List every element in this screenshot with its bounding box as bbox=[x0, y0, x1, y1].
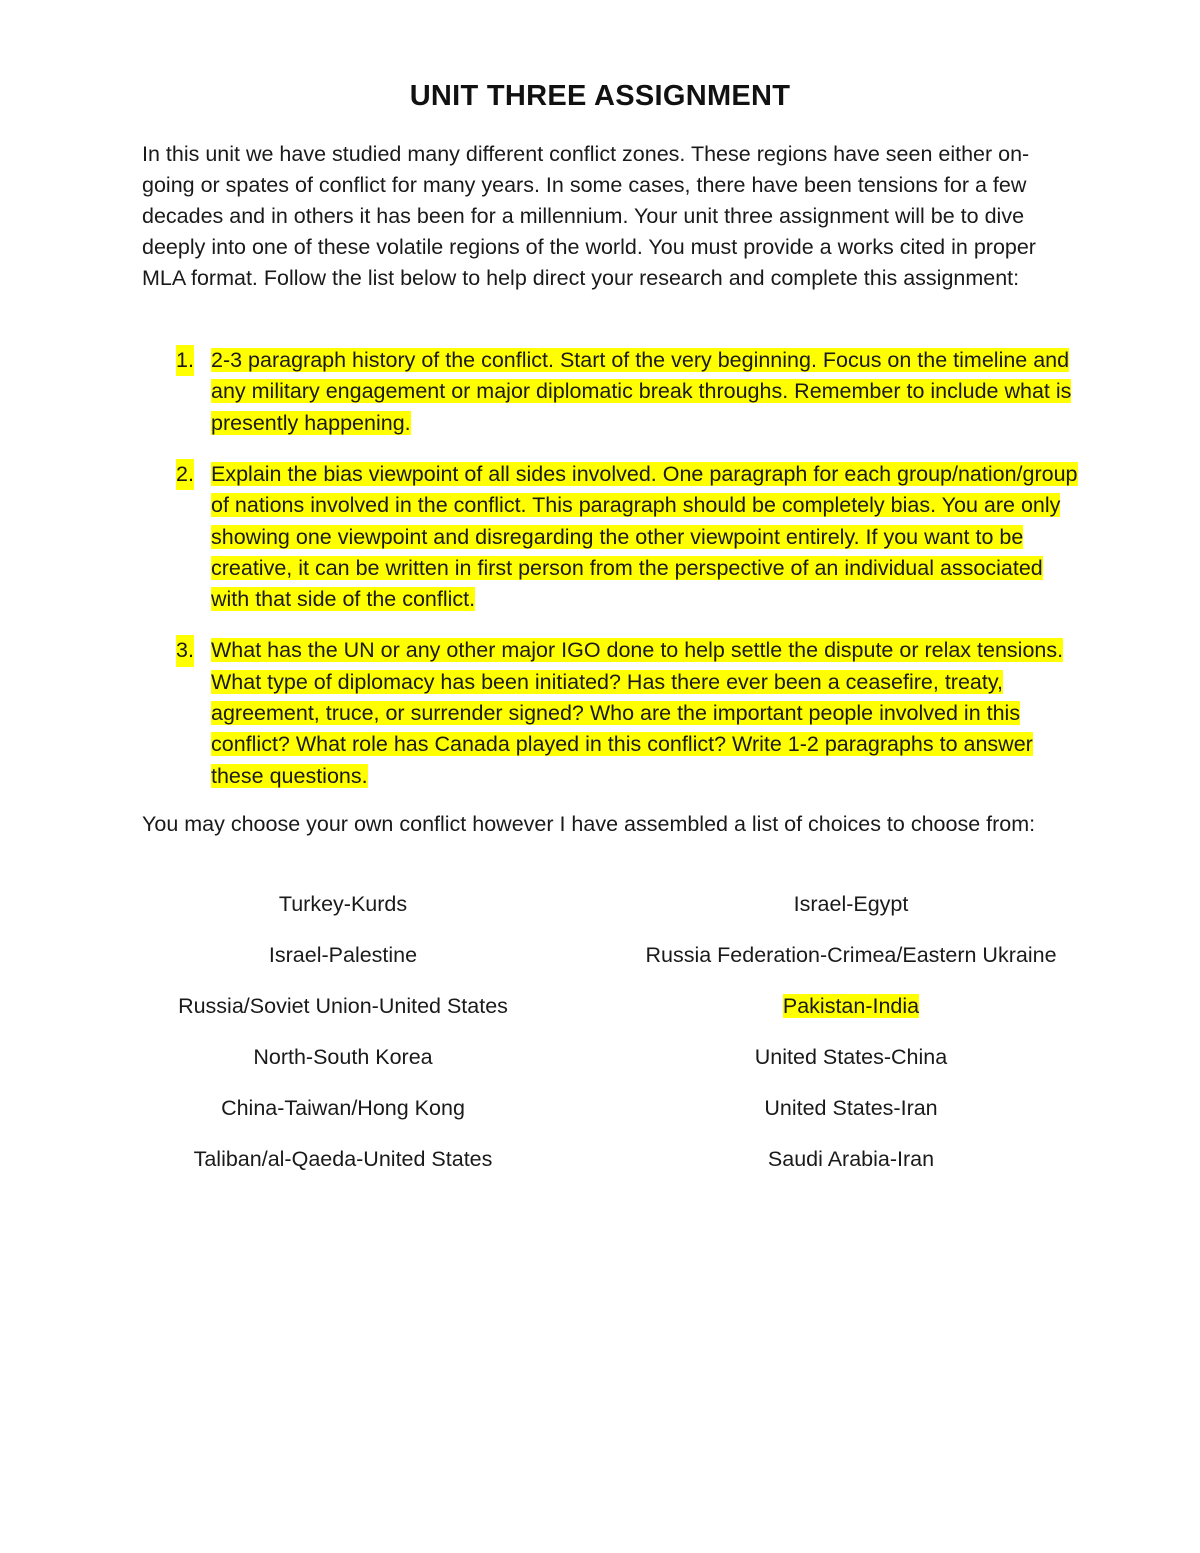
choice-row bbox=[0, 940, 1200, 991]
task-item bbox=[142, 635, 1082, 792]
page-title: UNIT THREE ASSIGNMENT bbox=[409, 80, 791, 112]
task-number: 1. bbox=[176, 345, 194, 376]
choice-item: North-South Korea bbox=[253, 1045, 433, 1069]
task-number: 3. bbox=[176, 635, 194, 666]
task-text: What has the UN or any other major IGO done to help settle the dispute or relax tensions. What type of diplomacy has been initiated? Has there ever been a ceasefire, treaty, agreement, truce, or surrender signed? Who are the important people involved in this conflict? What role has Canada played in this conflict? Write 1-2 paragraphs to answer these questions. bbox=[211, 638, 1064, 788]
choice-item: United States-Iran bbox=[764, 1096, 938, 1120]
choice-item: United States-China bbox=[754, 1045, 948, 1069]
choice-item: Saudi Arabia-Iran bbox=[767, 1147, 935, 1171]
task-list bbox=[142, 345, 1082, 812]
choice-row bbox=[0, 1042, 1200, 1093]
task-item bbox=[142, 459, 1082, 616]
choice-row bbox=[0, 1144, 1200, 1195]
choice-item: Turkey-Kurds bbox=[278, 892, 408, 916]
closing-paragraph: You may choose your own conflict however I have assembled a list of choices to choose from: bbox=[142, 812, 1036, 836]
choice-item: Russia Federation-Crimea/Eastern Ukraine bbox=[645, 943, 1057, 967]
choice-item: Taliban/al-Qaeda-United States bbox=[193, 1147, 493, 1171]
choice-item-highlighted: Pakistan-India bbox=[782, 994, 920, 1018]
choice-item: China-Taiwan/Hong Kong bbox=[221, 1096, 465, 1120]
task-item bbox=[142, 345, 1082, 439]
task-text: Explain the bias viewpoint of all sides involved. One paragraph for each group/nation/group of nations involved in the conflict. This paragraph should be completely bias. You are only showing one viewpoint and disregarding the other viewpoint entirely. If you want to be creative, it can be written in first person from the perspective of an individual associated with that side of the conflict. bbox=[211, 461, 1078, 612]
choice-item: Russia/Soviet Union-United States bbox=[178, 994, 508, 1018]
choice-row bbox=[0, 991, 1200, 1042]
choice-item: Israel-Palestine bbox=[268, 943, 418, 967]
conflict-choices bbox=[0, 889, 1200, 1195]
choice-row bbox=[0, 1093, 1200, 1144]
choice-row bbox=[0, 889, 1200, 940]
task-number: 2. bbox=[176, 459, 194, 490]
choice-item: Israel-Egypt bbox=[793, 892, 909, 916]
intro-paragraph: In this unit we have studied many different conflict zones. These regions have seen either on-going or spates of conflict for many years. In some cases, there have been tensions for a few decades and in others it has been for a millennium. Your unit three assignment will be to dive deeply into one of these volatile regions of the world. You must provide a works cited in proper MLA format. Follow the list below to help direct your research and complete this assignment: bbox=[142, 142, 1036, 290]
task-text: 2-3 paragraph history of the conflict. Start of the very beginning. Focus on the timeline and any military engagement or major diplomatic break throughs. Remember to include what is presently happening. bbox=[211, 348, 1072, 435]
